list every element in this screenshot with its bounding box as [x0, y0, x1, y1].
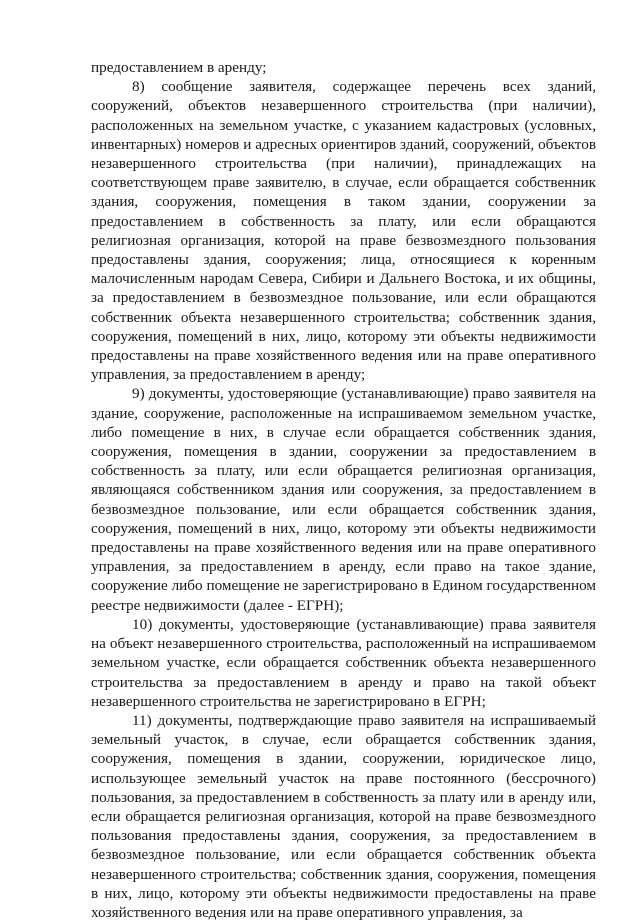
paragraph-item-10: 10) документы, удостоверяющие (устанавливающие) права заявителя на объект незавершенного строительства, расположенный на испрашиваемом земельном участке, если обращается собственник объекта незавершенного строительства за предоставлением в аренду и право на такой объект незавершенного строительства не зарегистрировано в ЕГРН;: [91, 615, 596, 710]
paragraph-item-11: 11) документы, подтверждающие право заявителя на испрашиваемый земельный участок, в случае, если обращается собственник здания, сооружения, помещения в здании, сооружении, юридическое лицо, использующее земельный участок на праве постоянного (бессрочного) пользования, за предоставлением в собственность за плату или в аренду или, если обращается религиозная организация, которой на праве безвозмездного пользования предоставлены здания, сооружения, за предоставлением в безвозмездное пользование, или если обращается собственник объекта незавершенного строительства; собственник здания, сооружения, помещения в них, лицо, которому эти объекты недвижимости предоставлены на праве хозяйственного ведения или на праве оперативного управления, за: [91, 711, 596, 921]
paragraph-continuation: предоставлением в аренду;: [91, 59, 267, 76]
paragraph-item-8: 8) сообщение заявителя, содержащее перечень всех зданий, сооружений, объектов незавершенного строительства (при наличии), расположенных на земельном участке, с указанием кадастровых (условных, инвентарных) номеров и адресных ориентиров зданий, сооружений, объектов незавершенного строительства (при наличии), принадлежащих на соответствующем праве заявителю, в случае, если обращается собственник здания, сооружения, помещения в таком здании, сооружении за предоставлением в собственность за плату, или если обращаются религиозная организация, которой на праве безвозмездного пользования предоставлены здания, сооружения; лица, относящиеся к коренным малочисленным народам Севера, Сибири и Дальнего Востока, и их общины, за предоставлением в безвозмездное пользование, или если обращаются собственник объекта незавершенного строительства; собственник здания, сооружения, помещений в них, лицо, которому эти объекты недвижимости предоставлены на праве хозяйственного ведения или на праве оперативного управления, за предоставлением в аренду;: [91, 78, 596, 384]
paragraph-item-9: 9) документы, удостоверяющие (устанавливающие) право заявителя на здание, сооружение, расположенные на испрашиваемом земельном участке, либо помещение в них, в случае если обращается собственник здания, сооружения, помещения в здании, сооружении за предоставлением в собственность за плату, или если обращается религиозная организация, являющаяся собственником здания или сооружения, за предоставлением в безвозмездное пользование, или если обращается собственник здания, сооружения, помещений в них, лицо, которому эти объекты недвижимости предоставлены на праве хозяйственного ведения или на праве оперативного управления, за предоставлением в аренду, если право на такое здание, сооружение либо помещение не зарегистрировано в Едином государственном реестре недвижимости (далее - ЕГРН);: [91, 385, 596, 614]
document-page: [91, 58, 596, 922]
